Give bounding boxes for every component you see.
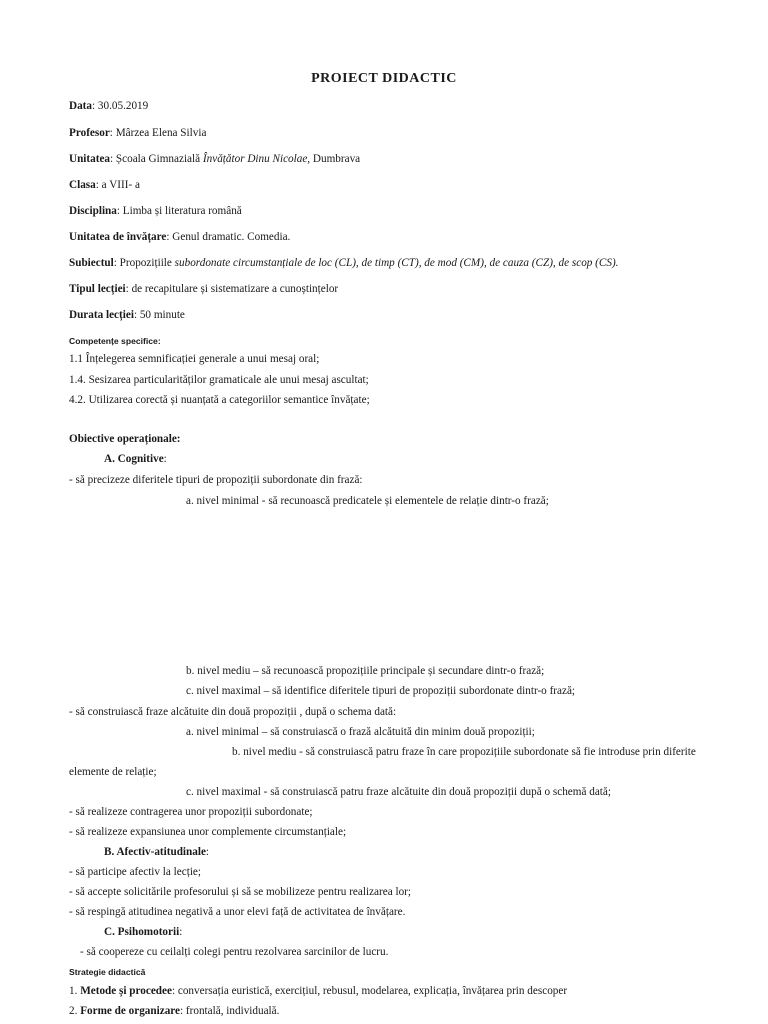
objective-line: - să realizeze expansiunea unor complemente circumstanțiale; (69, 826, 347, 838)
field-value: : 30.05.2019 (92, 100, 149, 112)
field-value: : Propozițiile (113, 257, 175, 269)
field-label: Disciplina (69, 205, 117, 217)
field-value: : Genul dramatic. Comedia. (166, 231, 291, 243)
document-title: PROIECT DIDACTIC (311, 71, 457, 86)
strategie-item (69, 1004, 279, 1018)
field-value: : de recapitulare și sistematizare a cunoștințelor (125, 283, 339, 295)
cognitive-heading: A. Cognitive: (104, 453, 167, 465)
psiho-heading-text: C. Psihomotorii (104, 926, 180, 938)
field-value-italic: subordonate circumstanțiale de loc (CL), de timp (CT), de mod (CM), de cauza (CZ), de scop (CS). (174, 257, 619, 269)
field-unitatea-invatare (69, 230, 290, 244)
objective-line: a. nivel minimal - să recunoască predicatele și elementele de relație dintr-o frază; (186, 495, 549, 507)
objective-line: c. nivel maximal - să construiască patru fraze alcătuite din două propoziții după o schemă dată; (186, 786, 611, 798)
field-value: : Școala Gimnazială (110, 153, 203, 165)
field-clasa (69, 178, 140, 192)
field-unitatea (69, 152, 360, 166)
objective-line: - să precizeze diferitele tipuri de propoziții subordonate din frază: (69, 474, 363, 486)
objective-line: - să realizeze contragerea unor propoziții subordonate; (69, 806, 313, 818)
objective-line: - să participe afectiv la lecție; (69, 866, 201, 878)
field-label: Tipul lecției (69, 283, 126, 295)
strategie-num: 2. (69, 1005, 81, 1017)
field-label: Data (69, 100, 92, 112)
strategie-label: Forme de organizare (80, 1005, 181, 1017)
afectiv-heading: B. Afectiv-atitudinale: (104, 846, 210, 858)
afectiv-heading-text: B. Afectiv-atitudinale (104, 846, 206, 858)
objective-line: - să accepte solicitările profesorului și să se mobilizeze pentru realizarea lor; (69, 886, 411, 898)
field-label: Profesor (69, 127, 110, 139)
field-value-italic: Învățător Dinu Nicolae, (202, 153, 311, 165)
field-subiectul (69, 256, 618, 270)
cognitive-heading-text: A. Cognitive (104, 453, 164, 465)
strategie-item (69, 984, 567, 998)
objective-line: b. nivel mediu - să construiască patru fraze în care propozițiile subordonate să fie introduse prin diferite (232, 746, 696, 758)
objective-line: a. nivel minimal – să construiască o frază alcătuită din minim două propoziții; (186, 726, 535, 738)
field-disciplina (69, 204, 242, 218)
field-label: Unitatea de învățare (69, 231, 167, 243)
field-value: : Limba și literatura română (116, 205, 242, 217)
objective-line: b. nivel mediu – să recunoască propozițiile principale și secundare dintr-o frază; (186, 665, 545, 677)
competenta-item: 1.4. Sesizarea particularităților gramaticale ale unui mesaj ascultat; (69, 374, 369, 386)
field-durata (69, 308, 185, 322)
field-label: Unitatea (69, 153, 111, 165)
field-profesor (69, 126, 206, 140)
competenta-item: 1.1 Înțelegerea semnificației generale a unui mesaj oral; (69, 353, 320, 365)
obiective-heading: Obiective operaționale: (69, 433, 181, 445)
field-data (69, 99, 148, 113)
strategie-value: : conversația euristică, exercițiul, rebusul, modelarea, explicația, învățarea prin descoper (171, 985, 568, 997)
strategie-label: Metode și procedee (80, 985, 172, 997)
field-value: : Mârzea Elena Silvia (109, 127, 207, 139)
competente-heading: Competențe specifice: (69, 336, 161, 346)
field-label: Durata lecției (69, 309, 134, 321)
field-value: : a VIII- a (95, 179, 140, 191)
objective-line: elemente de relație; (69, 766, 157, 778)
objective-line: - să construiască fraze alcătuite din două propoziții , după o schema dată: (69, 706, 397, 718)
strategie-heading: Strategie didactică (69, 967, 146, 977)
strategie-value: : frontală, individuală. (180, 1005, 280, 1017)
field-label: Clasa (69, 179, 96, 191)
strategie-num: 1. (69, 985, 81, 997)
psiho-heading: C. Psihomotorii: (104, 926, 183, 938)
objective-line: - să coopereze cu ceilalți colegi pentru rezolvarea sarcinilor de lucru. (80, 946, 389, 958)
field-label: Subiectul (69, 257, 114, 269)
objective-line: c. nivel maximal – să identifice diferitele tipuri de propoziții subordonate dintr-o frază; (186, 685, 576, 697)
field-value: : 50 minute (133, 309, 185, 321)
objective-line: - să respingă atitudinea negativă a unor elevi față de activitatea de învățare. (69, 906, 406, 918)
field-tipul-lectiei (69, 282, 338, 296)
competenta-item: 4.2. Utilizarea corectă și nuanțată a categoriilor semantice învățate; (69, 394, 370, 406)
field-value: Dumbrava (310, 153, 361, 165)
